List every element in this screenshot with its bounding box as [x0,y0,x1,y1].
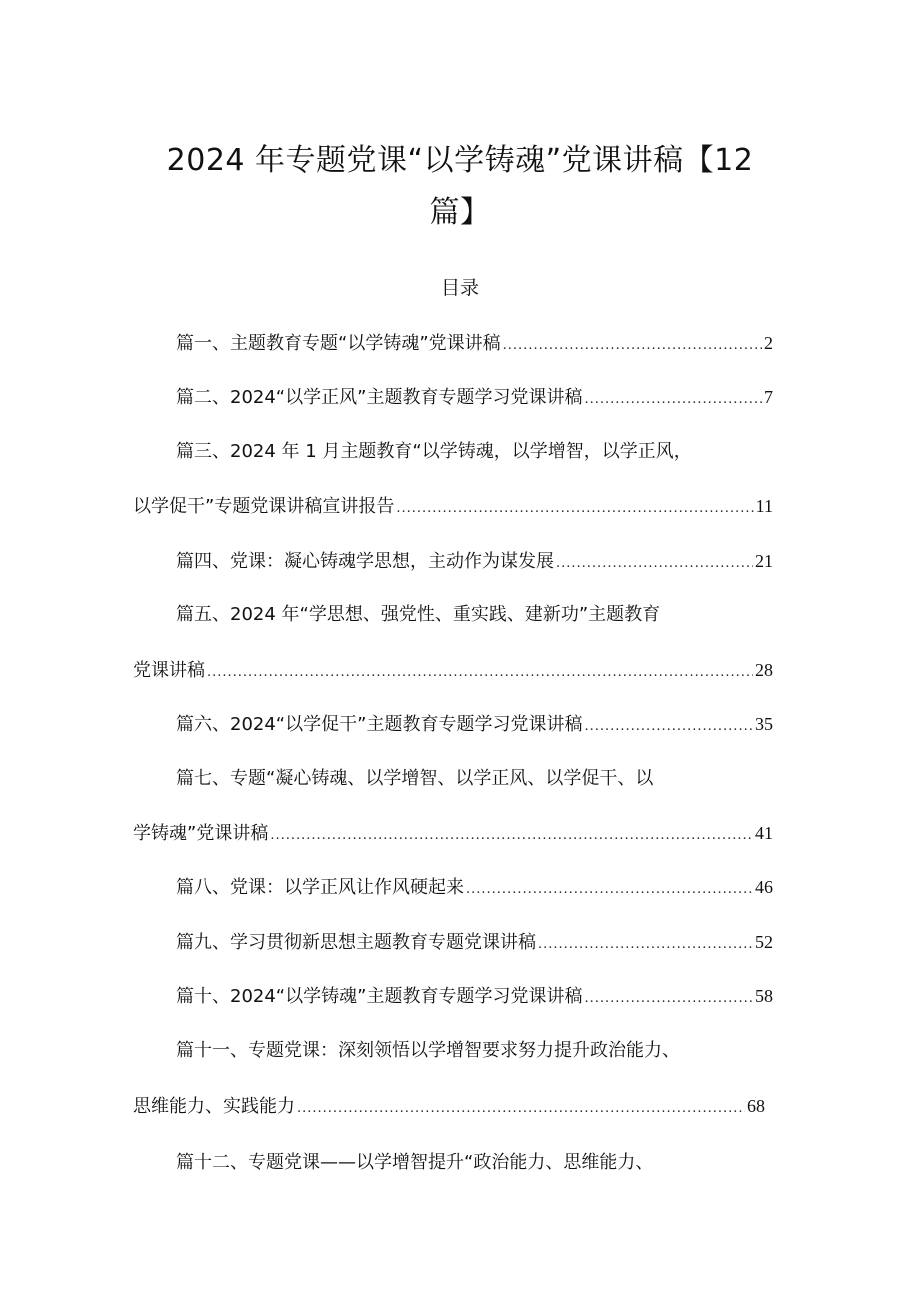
toc-entry-10[interactable] [176,981,773,1011]
toc-leader-dots [270,821,753,851]
toc-page-number: 41 [755,823,773,843]
toc-entry-5-line-1[interactable]: 篇五、2024 年“学思想、强党性、重实践、建新功”主题教育 [176,604,661,625]
toc-leader-dots [503,331,762,361]
toc-leader-dots [538,930,753,960]
toc-entry-9[interactable] [176,927,773,957]
toc-leader-dots [207,658,753,688]
toc-page-number: 58 [755,986,773,1006]
toc-entry-title: 党课讲稿 [133,660,205,681]
toc-entry-3[interactable] [133,491,773,521]
toc-entry-title: 篇十、2024“以学铸魂”主题教育专题学习党课讲稿 [176,986,583,1007]
toc-entry-1[interactable] [176,328,773,358]
document-title-line-2: 篇】 [429,195,491,230]
toc-page-number: 68 [747,1096,765,1116]
toc-entry-7[interactable] [133,818,773,848]
toc-entry-11-line-1[interactable]: 篇十一、专题党课：深刻领悟以学增智要求努力提升政治能力、 [176,1040,680,1061]
toc-page-number: 7 [764,387,773,407]
toc-page-number: 28 [755,660,773,680]
toc-page-number: 35 [755,714,773,734]
toc-entry-5[interactable] [133,655,773,685]
toc-entry-3-line-1[interactable]: 篇三、2024 年 1 月主题教育“以学铸魂，以学增智，以学正风， [176,441,692,462]
toc-entry-title: 篇九、学习贯彻新思想主题教育专题党课讲稿 [176,932,536,953]
toc-entry-title: 篇一、主题教育专题“以学铸魂”党课讲稿 [176,333,501,354]
toc-entry-4[interactable] [176,546,773,576]
toc-leader-dots [584,385,762,415]
toc-leader-dots [466,875,753,905]
toc-entry-8[interactable] [176,872,773,902]
toc-entry-12-line-1[interactable]: 篇十二、专题党课——以学增智提升“政治能力、思维能力、 [176,1152,654,1173]
toc-page-number: 21 [755,551,773,571]
toc-page-number: 2 [764,333,773,353]
toc-entry-title: 篇八、党课：以学正风让作风硬起来 [176,877,464,898]
toc-leader-dots [584,712,753,742]
toc-entry-title: 学铸魂”党课讲稿 [133,823,269,844]
toc-heading: 目录 [440,277,479,299]
toc-entry-title: 以学促干”专题党课讲稿宣讲报告 [133,496,395,517]
toc-entry-2[interactable] [176,382,773,412]
toc-entry-title: 篇四、党课：凝心铸魂学思想，主动作为谋发展 [176,551,554,572]
toc-page-number: 52 [755,932,773,952]
toc-entry-11[interactable] [133,1091,765,1121]
toc-entry-title: 思维能力、实践能力 [133,1096,295,1117]
document-title-line-1: 2024 年专题党课“以学铸魂”党课讲稿【12 [166,143,754,178]
toc-entry-6[interactable] [176,709,773,739]
toc-leader-dots [297,1094,745,1124]
toc-leader-dots [396,494,753,524]
toc-page-number: 11 [755,496,773,516]
toc-entry-title: 篇二、2024“以学正风”主题教育专题学习党课讲稿 [176,387,583,408]
toc-page-number: 46 [755,877,773,897]
toc-entry-title: 篇六、2024“以学促干”主题教育专题学习党课讲稿 [176,714,583,735]
toc-leader-dots [556,549,753,579]
toc-leader-dots [584,984,753,1014]
toc-entry-7-line-1[interactable]: 篇七、专题“凝心铸魂、以学增智、以学正风、以学促干、以 [176,768,654,789]
